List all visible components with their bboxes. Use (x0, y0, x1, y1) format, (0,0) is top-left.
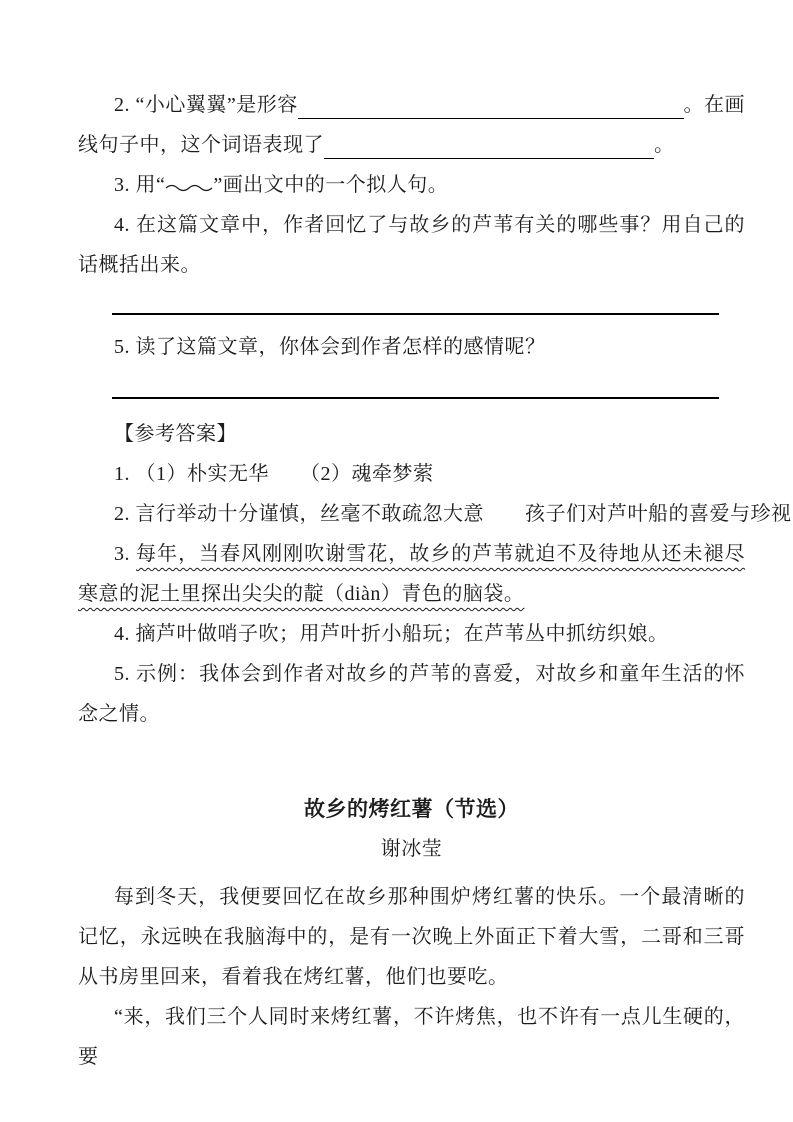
question-4: 4. 在这篇文章中，作者回忆了与故乡的芦苇有关的哪些事？用自己的话概括出来。 (78, 214, 745, 276)
answer-3-wavy-underlined-sentence: 每年，当春风刚刚吹谢雪花，故乡的芦苇就迫不及待地从还未褪尽寒意的泥土里探出尖尖的靛（diàn）青色的脑袋。 (78, 543, 746, 605)
question-2 (78, 85, 745, 165)
question-3-text: 3. 用“ (114, 174, 166, 196)
answer-item-2: 2. 言行举动十分谨慎，丝毫不敢疏忽大意 孩子们对芦叶船的喜爱与珍视 (114, 503, 792, 525)
wavy-underline-mark-icon (165, 174, 213, 196)
question-2-text-continued: 。在画 (683, 94, 745, 116)
answer-writing-line (112, 367, 719, 399)
fill-in-blank-line (324, 125, 654, 159)
question-2-text: 线句子中，这个词语表现了 (78, 134, 324, 156)
question-3 (78, 165, 745, 205)
question-2-line-1 (78, 85, 745, 125)
answer-writing-line (112, 285, 719, 315)
answer-3-number: 3. (114, 543, 137, 565)
question-3-text-continued: ”画出文中的一个拟人句。 (213, 174, 449, 196)
question-2-text: 2. “小心翼翼”是形容 (114, 94, 298, 116)
question-2-line-2 (78, 125, 745, 165)
answer-item-3 (78, 534, 745, 614)
passage-author: 谢冰莹 (380, 838, 443, 860)
passage-paragraph: “来，我们三个人同时来烤红薯，不许烤焦，也不许有一点儿生硬的，要 (78, 1006, 745, 1068)
answer-key-heading: 【参考答案】 (114, 423, 237, 445)
passage-paragraph: 每到冬天，我便要回忆在故乡那种围炉烤红薯的快乐。一个最清晰的记忆，永远映在我脑海中的，是有一次晚上外面正下着大雪，二哥和三哥从书房里回来，看着我在烤红薯，他们也要吃。 (78, 886, 745, 988)
answer-item-4: 4. 摘芦叶做哨子吹；用芦叶折小船玩；在芦苇丛中抓纺织娘。 (114, 623, 669, 645)
answer-item-1: 1. （1）朴实无华 （2）魂牵梦萦 (114, 463, 434, 485)
fill-in-blank-line (298, 85, 684, 119)
passage-title: 故乡的烤红薯（节选） (304, 797, 519, 821)
question-5: 5. 读了这篇文章，你体会到作者怎样的感情呢？ (114, 336, 546, 358)
question-2-period: 。 (654, 134, 675, 156)
answer-item-5: 5. 示例：我体会到作者对故乡的芦苇的喜爱，对故乡和童年生活的怀念之情。 (78, 663, 745, 725)
